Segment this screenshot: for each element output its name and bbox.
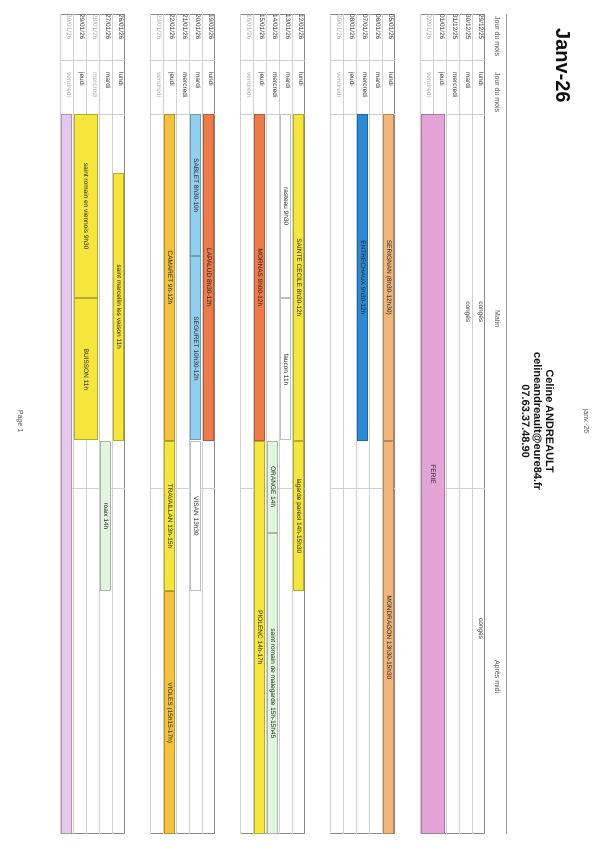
contact-block: [519, 0, 555, 842]
appointment-bar[interactable]: ENTRECHAUX 9h30-12h: [357, 114, 368, 441]
row-weekday: mercredi: [451, 72, 458, 98]
contact-email: celineandreault@eure84.fr: [531, 352, 543, 490]
appointment-bar[interactable]: SAINTE CECILE 8h30-12h: [293, 114, 304, 441]
appointment-bar[interactable]: LAPALUD 8h30-12h: [203, 114, 214, 441]
contact-phone: 07.63.37.48.90: [519, 384, 531, 458]
row-date: 05/01/26: [387, 14, 394, 40]
row-date: 19/01/26: [207, 14, 214, 40]
row-weekday: mercredi: [181, 72, 188, 98]
row-date: 07/01/26: [361, 14, 368, 40]
row-weekday: lundi: [207, 72, 214, 86]
row-weekday: mardi: [464, 72, 471, 89]
row-weekday: jeudi: [348, 72, 355, 86]
appointment-bar[interactable]: rasteau 9h30: [280, 114, 291, 298]
row-weekday: vendredi: [335, 72, 342, 97]
week-block: [420, 14, 485, 834]
row-date: 14/01/26: [271, 14, 278, 40]
page-footer: Page 1: [16, 409, 23, 433]
day-row: [343, 14, 356, 834]
appointment-bar[interactable]: saint marcellin les vaison 11h: [113, 173, 124, 441]
row-weekday: mardi: [374, 72, 381, 89]
row-date: 29/12/25: [477, 14, 484, 40]
morning-note: congés: [464, 301, 471, 323]
contact-name: Celine ANDREAULT: [543, 369, 555, 473]
morning-note: congés: [477, 301, 484, 323]
header-top-label: janv.-26: [582, 408, 589, 434]
appointment-bar[interactable]: saint romain de malegarde 15h-15h45: [267, 533, 278, 834]
row-weekday: lundi: [387, 72, 394, 86]
day-row: [472, 14, 485, 834]
row-date: 26/01/26: [117, 14, 124, 40]
appointment-bar[interactable]: BUISSON 11h: [74, 298, 98, 440]
appointment-bar[interactable]: MORNAS 9h00-12h: [254, 114, 265, 441]
row-weekday: jeudi: [168, 72, 175, 86]
week-block: [240, 14, 305, 834]
week-block: [330, 14, 395, 834]
row-weekday: mercredi: [361, 72, 368, 98]
row-date: 09/01/26: [335, 14, 342, 40]
day-row: [99, 14, 112, 834]
row-date: 23/01/26: [155, 14, 162, 40]
appointment-bar[interactable]: VISAN 13h30: [190, 441, 201, 592]
row-date: 12/01/26: [297, 14, 304, 40]
row-date: 21/01/26: [181, 14, 188, 40]
row-weekday: lundi: [477, 72, 484, 86]
row-date: 20/01/26: [194, 14, 201, 40]
week-block: [150, 14, 215, 834]
appointment-bar[interactable]: CAMARET 9h-12h: [164, 114, 175, 441]
column-header-day: Jour du mois: [493, 72, 500, 113]
row-weekday: vendredi: [245, 72, 252, 97]
row-weekday: lundi: [297, 72, 304, 86]
row-weekday: mercredi: [91, 72, 98, 98]
row-date: 16/01/26: [245, 14, 252, 40]
row-weekday: mercredi: [271, 72, 278, 98]
month-title: Janv-26: [551, 28, 573, 103]
row-date: 01/01/26: [438, 14, 445, 40]
appointment-bar[interactable]: TRAVAILLAN 13h-15h: [164, 441, 175, 592]
header-divider: [506, 14, 507, 834]
row-date: 30/01/26: [65, 14, 72, 40]
row-date: 28/01/26: [91, 14, 98, 40]
row-date: 06/01/26: [374, 14, 381, 40]
day-row: [369, 14, 382, 834]
appointment-bar[interactable]: SEGURET 10h30-12h: [190, 256, 201, 440]
appointment-bar[interactable]: MONDRAGON 13h30-15h30: [383, 441, 394, 834]
row-weekday: jeudi: [438, 72, 445, 86]
appointment-bar[interactable]: lagarde paréol 14h-15h30: [293, 441, 304, 592]
appointment-bar[interactable]: saint romain en viennois 9h30: [74, 114, 98, 298]
row-date: 30/12/25: [464, 14, 471, 40]
appointment-bar[interactable]: faucon 11h: [280, 298, 291, 440]
appointment-bar[interactable]: roaix 14h: [100, 441, 111, 592]
row-weekday: vendredi: [425, 72, 432, 97]
appointment-bar[interactable]: VIOLES (15h15-17h): [164, 591, 175, 834]
column-header-date: Jour du mois: [493, 16, 500, 57]
day-row: [176, 14, 189, 834]
appointment-bar[interactable]: ORANGE 14h: [267, 441, 278, 533]
column-header-afternoon: Après midi: [493, 660, 500, 694]
column-header-morning: Matin: [493, 310, 500, 328]
appointment-bar[interactable]: SABLET 8h30-10h: [190, 114, 201, 256]
day-row: [150, 14, 163, 834]
row-weekday: vendredi: [155, 72, 162, 97]
row-weekday: mardi: [284, 72, 291, 89]
row-weekday: mardi: [194, 72, 201, 89]
row-weekday: mardi: [104, 72, 111, 89]
appointment-bar[interactable]: FERIE: [421, 114, 445, 834]
row-weekday: lundi: [117, 72, 124, 86]
day-row: [330, 14, 343, 834]
row-date: 15/01/26: [258, 14, 265, 40]
row-date: 31/12/25: [451, 14, 458, 40]
row-weekday: vendredi: [65, 72, 72, 97]
day-row: [459, 14, 472, 834]
afternoon-note: congés: [477, 618, 484, 639]
appointment-bar[interactable]: SERIGNAN (8h30-12h30): [383, 114, 394, 441]
row-date: 08/01/26: [348, 14, 355, 40]
row-date: 02/01/26: [425, 14, 432, 40]
appointment-bar[interactable]: PIOLENC 14h-17h: [254, 441, 265, 834]
day-row: [240, 14, 253, 834]
row-date: 29/01/26: [78, 14, 85, 40]
row-weekday: jeudi: [258, 72, 265, 86]
row-weekday: jeudi: [78, 72, 85, 86]
day-row: [446, 14, 459, 834]
week-block: [60, 14, 125, 834]
appointment-bar[interactable]: [61, 114, 72, 834]
row-date: 22/01/26: [168, 14, 175, 40]
row-date: 27/01/26: [104, 14, 111, 40]
row-date: 13/01/26: [284, 14, 291, 40]
